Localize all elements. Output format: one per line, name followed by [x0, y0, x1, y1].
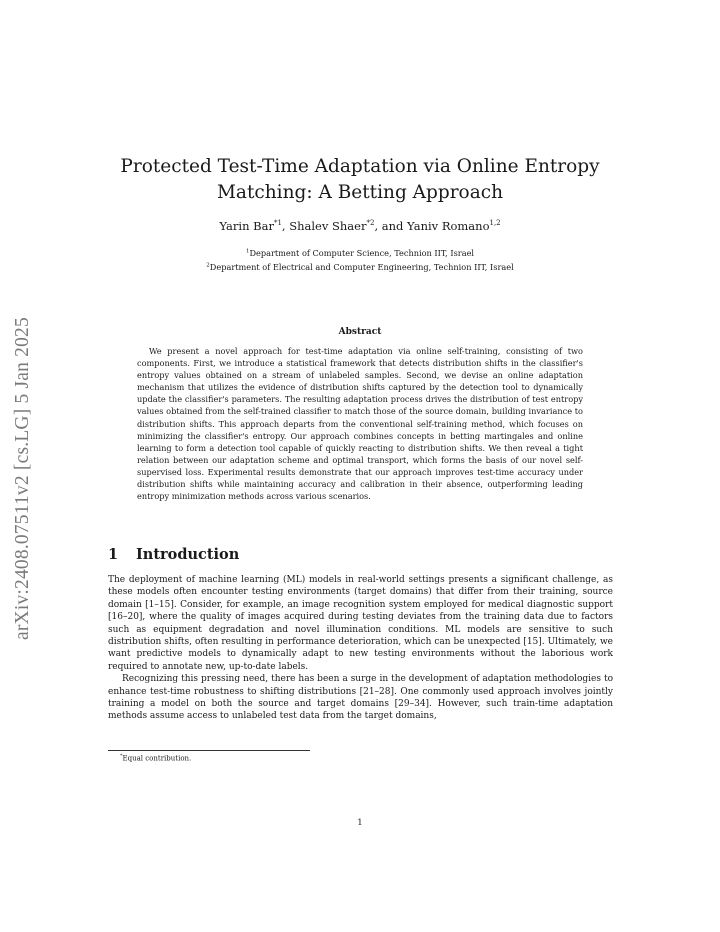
- section-heading: [108, 546, 239, 563]
- introduction-body: [108, 574, 613, 723]
- affiliation-mark: 2: [206, 262, 210, 269]
- author-list: [110, 219, 610, 233]
- footnote-mark: *: [120, 753, 123, 759]
- author-name: Yaniv Romano: [407, 219, 490, 233]
- abstract-heading: Abstract: [338, 327, 382, 337]
- paper-title: [110, 154, 610, 206]
- author-name: Shalev Shaer: [289, 219, 367, 233]
- paragraph: The deployment of machine learning (ML) models in real-world settings presents a significant challenge, as these models often encounter testing environments (target domains) that differ from their training, source domain [1–15]. Consider, for example, an image recognition system employed for medical diagnostic support [16–20], where the quality of images acquired during testing deviates from the training data due to factors such as equipment degradation and novel illumination conditions. ML models are sensitive to such distribution shifts, often resulting in performance deterioration, which can be unexpected [15]. Ultimately, we want predictive models to dynamically adapt to new testing environments without the laborious work required to annotate new, up-to-date labels.: [108, 575, 613, 672]
- author-name: Yarin Bar: [219, 219, 274, 233]
- paragraph: Recognizing this pressing need, there has been a surge in the development of adaptation methodologies to enhance test-time robustness to shifting distributions [21–28]. One commonly used approach involves jointly training a model on both the source and target domains [29–34]. However, such train-time adaptation methods assume access to unlabeled test data from the target domains,: [108, 674, 613, 722]
- affiliation-text: Department of Computer Science, Technion IIT, Israel: [249, 248, 475, 258]
- author-affil-mark: *1: [273, 219, 282, 228]
- affiliation-1: [110, 248, 610, 258]
- abstract-text: We present a novel approach for test-time adaptation via online self-training, consisting of two components. First, we introduce a statistical framework that detects distribution shifts in the classifier's entropy values obtained on a stream of unlabeled samples. Second, we devise an online adaptation mechanism that utilizes the evidence of distribution shifts captured by the detection tool to dynamically update the classifier's parameters. The resulting adaptation process drives the distribution of test entropy values obtained from the self-trained classifier to match those of the source domain, building invariance to distribution shifts. This approach departs from the conventional self-training method, which focuses on minimizing the classifier's entropy. Our approach combines concepts in betting martingales and online learning to form a detection tool capable of quickly reacting to distribution shifts. We then reveal a tight relation between our adaptation scheme and optimal transport, which forms the basis of our novel self-supervised loss. Experimental results demonstrate that our approach improves test-time accuracy under distribution shifts while maintaining accuracy and calibration in their absence, outperforming leading entropy minimization methods across various scenarios.: [137, 346, 583, 502]
- author-affil-mark: 1,2: [489, 219, 501, 228]
- affiliation-mark: 1: [245, 248, 250, 255]
- affiliation-2: [110, 262, 610, 272]
- author-separator: ,: [281, 219, 290, 233]
- author-affil-mark: *2: [366, 219, 375, 228]
- author-separator: , and: [374, 219, 408, 233]
- footnote-text: Equal contribution.: [122, 754, 192, 763]
- arxiv-stamp: arXiv:2408.07511v2 [cs.LG] 5 Jan 2025: [12, 317, 33, 640]
- page-number: 1: [357, 818, 363, 828]
- title-line-1: Protected Test-Time Adaptation via Online Entropy: [120, 156, 600, 177]
- title-line-2: Matching: A Betting Approach: [216, 182, 503, 203]
- section-number: 1: [108, 546, 119, 563]
- section-title: Introduction: [136, 546, 240, 563]
- affiliation-text: Department of Electrical and Computer Engineering, Technion IIT, Israel: [209, 262, 514, 272]
- footnote-rule: [108, 750, 310, 751]
- footnote: [120, 753, 191, 762]
